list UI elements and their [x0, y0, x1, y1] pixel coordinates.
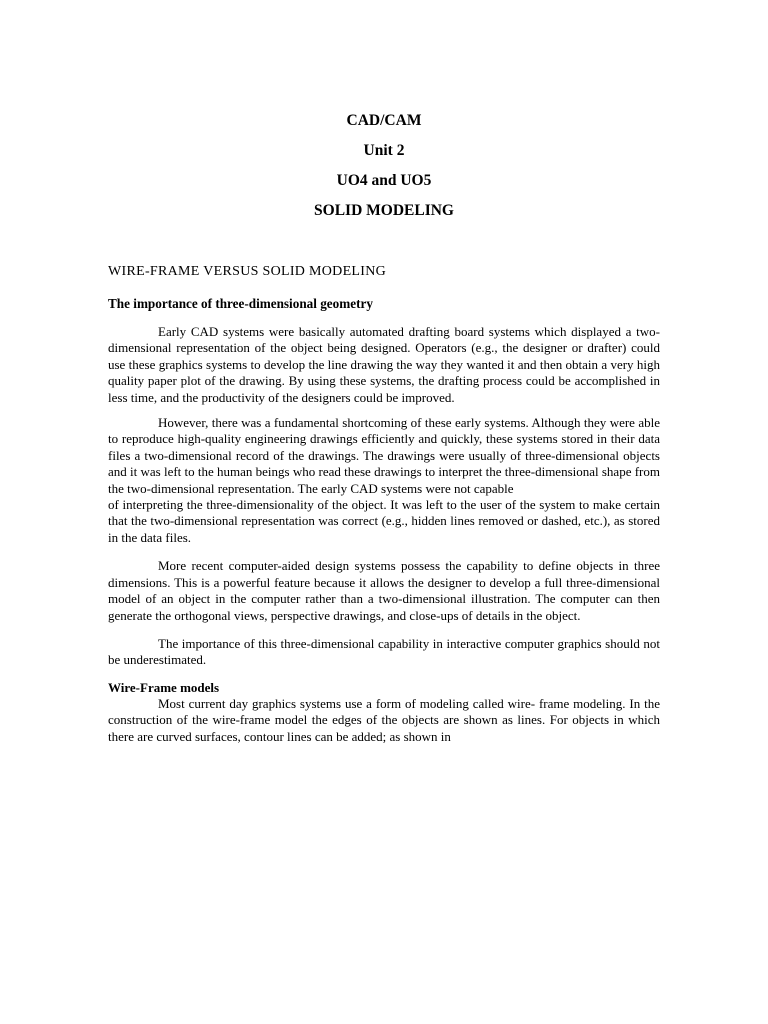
- uo-title: UO4 and UO5: [336, 172, 432, 189]
- course-title: CAD/CAM: [346, 112, 422, 129]
- paragraph-recent-systems: More recent computer-aided design systems possess the capability to define objects in three dimensions. This is a powerful feature because it allows the designer to develop a full three-dimensional model of an object in the computer rather than a two-dimensional illustration. The computer can then generate the orthogonal views, perspective drawings, and close-ups of details in the object.: [108, 558, 660, 623]
- paragraph-early-cad: Early CAD systems were basically automated drafting board systems which displayed a two-dimensional representation of the object being designed. Operators (e.g., the designer or drafter) could use these graphics systems to develop the line drawing the way they wanted it and then obtain a very high quality paper plot of the drawing. By using these systems, the drafting process could be accomplished in less time, and the productivity of the designers could be improved.: [108, 324, 660, 405]
- paragraph-shortcoming-continued: of interpreting the three-dimensionality of the object. It was left to the user of the system to make certain that the two-dimensional representation was correct (e.g., hidden lines removed or dashed, etc.), as stored in the data files.: [108, 497, 660, 545]
- unit-title: Unit 2: [363, 142, 405, 159]
- paragraph-wireframe: Most current day graphics systems use a form of modeling called wire- frame modeling. In the construction of the wire-frame model the edges of the objects are shown as lines. For objects in which there are curved surfaces, contour lines can be added; as shown in: [108, 695, 660, 744]
- topic-title: SOLID MODELING: [314, 202, 454, 219]
- paragraph-importance: The importance of this three-dimensional capability in interactive computer graphics should not be underestimated.: [108, 635, 660, 668]
- subheading-wireframe: Wire-Frame models: [108, 679, 220, 695]
- section-heading: WIRE-FRAME VERSUS SOLID MODELING: [108, 264, 387, 279]
- title-block: [108, 0, 660, 226]
- paragraph-shortcoming: However, there was a fundamental shortcoming of these early systems. Although they were able to reproduce high-quality engineering drawings efficiently and quickly, these systems stored in their data files a two-dimensional record of the drawings. The drawings were usually of three-dimensional objects and it was left to the human beings who read these drawings to interpret the three-dimensional shape from the two-dimensional representation. The early CAD systems were not capable: [108, 415, 660, 496]
- subheading-geometry: The importance of three-dimensional geometry: [108, 296, 373, 311]
